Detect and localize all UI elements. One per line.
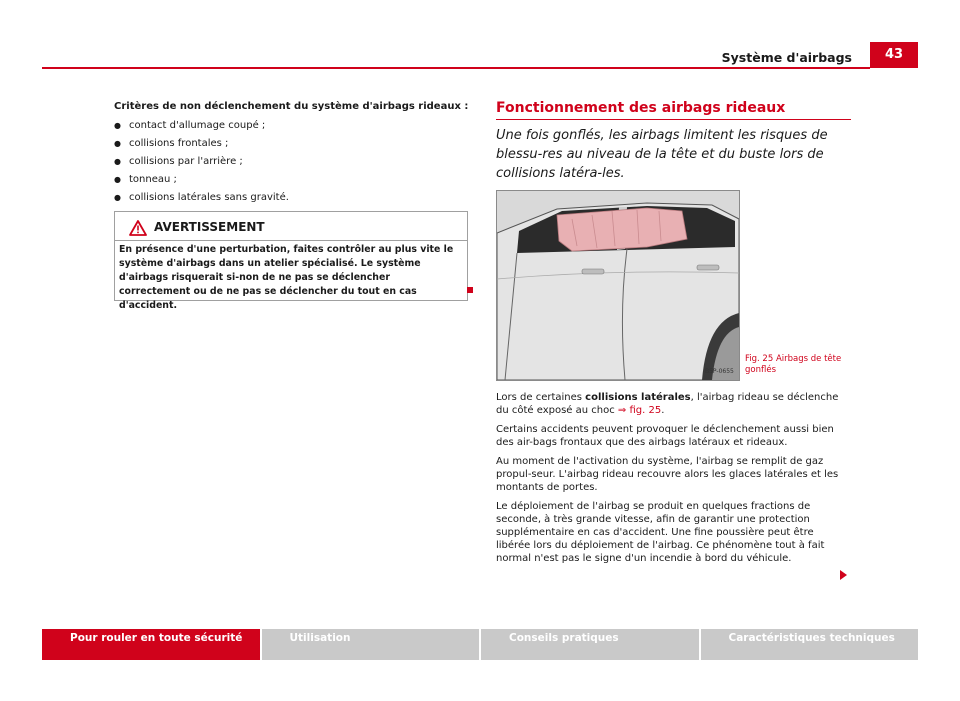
paragraph: Le déploiement de l'airbag se produit en quelques fractions de seconde, à très grande vitesse, afin de garantir une protection supplémentaire en cas d'accident. Une fine poussière peut être libérée lors du déploiement de l'airbag. Ce phénomène tout à fait normal n'est pas le signe d'un incendie à bord du véhicule. [496, 501, 825, 564]
left-column [114, 99, 469, 208]
figure-caption: Fig. 25 Airbags de tête gonflés [745, 354, 842, 375]
list-item: ● contact d'allumage coupé ; [114, 118, 469, 133]
header-rule [42, 67, 870, 69]
warning-divider [115, 240, 467, 241]
list-item: ● tonneau ; [114, 172, 469, 187]
warning-box [114, 211, 468, 311]
footer-tab-specs[interactable]: Caractéristiques techniques [701, 629, 919, 660]
body-text [496, 391, 851, 571]
car-illustration [497, 191, 739, 380]
list-item: ● collisions frontales ; [114, 136, 469, 151]
warning-title: AVERTISSEMENT [154, 220, 265, 234]
list-item: ● collisions par l'arrière ; [114, 154, 469, 169]
footer-tab-safety[interactable]: Pour rouler en toute sécurité [42, 629, 260, 660]
paragraph: Certains accidents peuvent provoquer le déclenchement aussi bien des air-bags frontaux que des airbags latéraux et rideaux. [496, 424, 834, 448]
criteria-title: Critères de non déclenchement du système d'airbags rideaux : [114, 101, 469, 112]
bold-term: collisions latérales [585, 392, 691, 403]
warning-triangle-icon [129, 220, 147, 236]
end-of-section-mark [467, 287, 473, 293]
paragraph-text: . [661, 405, 665, 416]
page-number: 43 [870, 42, 918, 68]
figure-airbag-illustration [496, 190, 740, 381]
section-title: Fonctionnement des airbags rideaux [496, 100, 786, 116]
figure-link[interactable]: ⇒ fig. 25 [617, 405, 662, 416]
paragraph-text: , l'airbag rideau se déclenche du côté exposé au choc [496, 392, 839, 416]
warning-text: En présence d'une perturbation, faites contrôler au plus vite le système d'airbags dans un atelier spécialisé. Le système d'airbags risquerait si-non de ne pas se déclencher correctement ou de ne pas se déclencher du tout en cas d'accident. [119, 244, 454, 311]
continue-arrow-icon [840, 570, 847, 580]
footer-nav [42, 629, 918, 660]
running-header-title: Système d'airbags [721, 50, 852, 65]
intro-text: Une fois gonflés, les airbags limitent les risques de blessu-res au niveau de la tête et du buste lors de collisions latéra-les. [496, 128, 828, 181]
paragraph: Au moment de l'activation du système, l'airbag se remplit de gaz propul-seur. L'airbag rideau recouvre alors les glaces latérales et les montants de portes. [496, 456, 839, 493]
list-item: ● collisions latérales sans gravité. [114, 190, 469, 205]
criteria-list [114, 118, 469, 205]
paragraph-text: Lors de certaines [496, 392, 586, 403]
paragraph [496, 391, 851, 417]
footer-tab-tips[interactable]: Conseils pratiques [481, 629, 699, 660]
figure-reference-code: B5P-0655 [705, 368, 734, 375]
section-rule [496, 119, 851, 120]
footer-tab-usage[interactable]: Utilisation [262, 629, 480, 660]
